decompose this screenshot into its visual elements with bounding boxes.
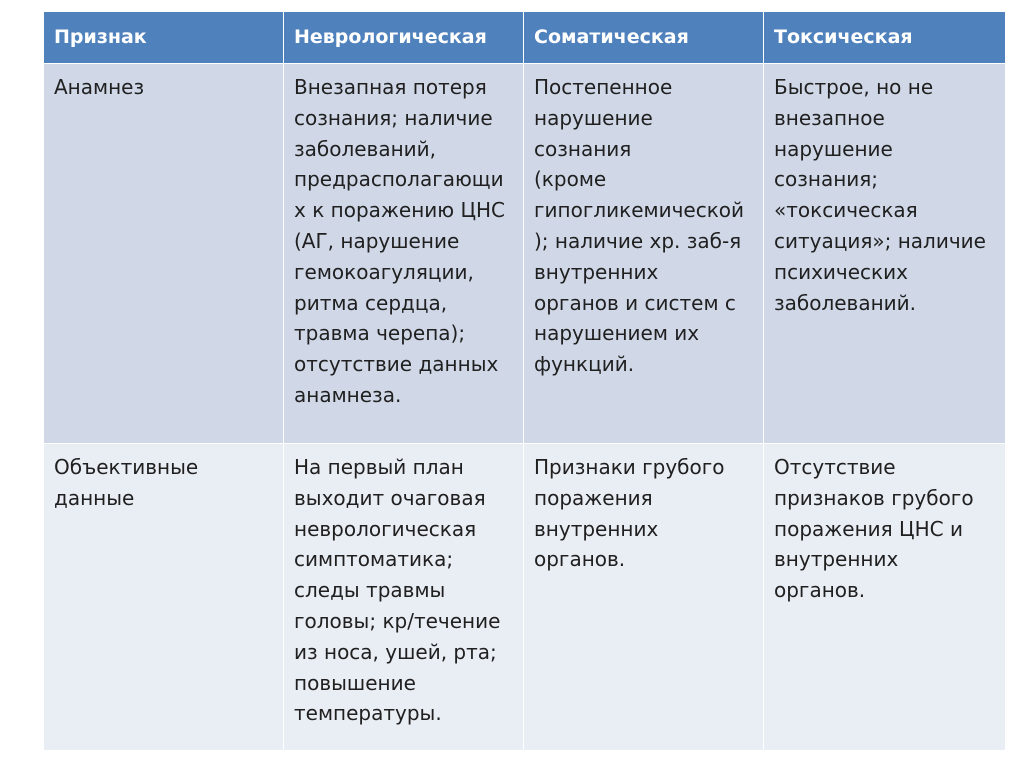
cell-objective-toxic: Отсутствие признаков грубого поражения ЦНС и внутренних органов. — [764, 444, 1006, 751]
table-row-anamnesis — [44, 64, 1006, 444]
cell-objective-somatic: Признаки грубого поражения внутренних органов. — [524, 444, 764, 751]
header-cell-neurological: Неврологическая — [284, 12, 524, 64]
cell-anamnesis-somatic: Постепенное нарушение сознания (кроме гипогликемической ); наличие хр. заб-я внутренних органов и систем с нарушением их функций. — [524, 64, 764, 444]
header-cell-toxic: Токсическая — [764, 12, 1006, 64]
header-cell-somatic: Соматическая — [524, 12, 764, 64]
cell-anamnesis-toxic: Быстрое, но не внезапное нарушение сознания; «токсическая ситуация»; наличие психических заболеваний. — [764, 64, 1006, 444]
cell-anamnesis-neurological: Внезапная потеря сознания; наличие заболеваний, предрасполагающи х к поражению ЦНС (АГ, нарушение гемокоагуляции, ритма сердца, травма черепа); отсутствие данных анамнеза. — [284, 64, 524, 444]
table-row-objective-data — [44, 444, 1006, 751]
comparison-table — [43, 11, 1006, 751]
header-row — [44, 12, 1006, 64]
cell-anamnesis-label: Анамнез — [44, 64, 284, 444]
cell-objective-neurological: На первый план выходит очаговая неврологическая симптоматика; следы травмы головы; кр/течение из носа, ушей, рта; повышение температуры. — [284, 444, 524, 751]
cell-objective-label: Объективные данные — [44, 444, 284, 751]
header-cell-sign: Признак — [44, 12, 284, 64]
